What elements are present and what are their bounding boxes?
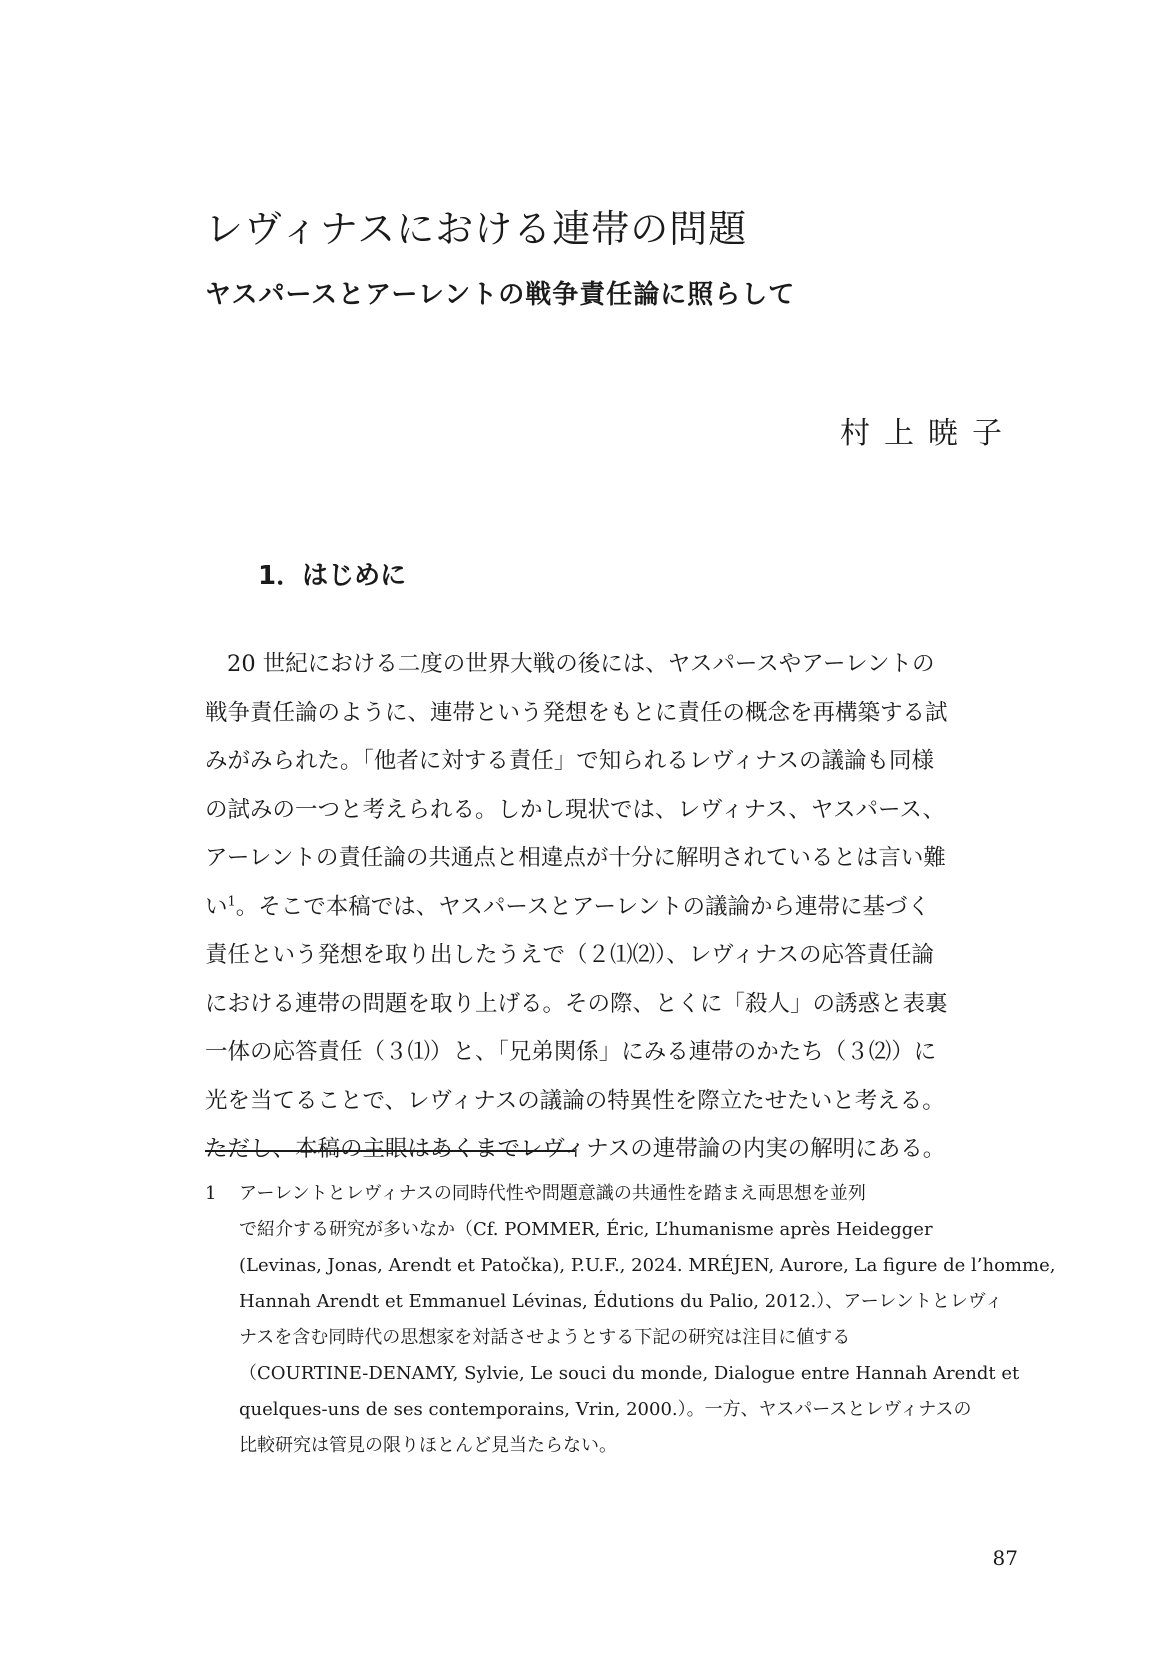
body-line-with-footnote bbox=[205, 883, 1017, 932]
footnote-line: quelques-uns de ses contemporains, Vrin, 2000.）。一方、ヤスパースとレヴィナスの bbox=[239, 1399, 972, 1420]
footnote-divider bbox=[205, 1150, 575, 1152]
body-line: における連帯の問題を取り上げる。その際、とくに「殺人」の誘惑と表裏 bbox=[205, 990, 948, 1017]
page-number: 87 bbox=[992, 1546, 1018, 1570]
section-heading: 1．はじめに bbox=[258, 561, 407, 591]
body-line: 光を当てることで、レヴィナスの議論の特異性を際立たせたいと考える。 bbox=[205, 1087, 945, 1114]
body-line: 戦争責任論のように、連帯という発想をもとに責任の概念を再構築する試 bbox=[205, 699, 948, 726]
body-line: アーレントの責任論の共通点と相違点が十分に解明されているとは言い難 bbox=[205, 845, 946, 871]
footnote-line: ナスを含む同時代の思想家を対話させようとする下記の研究は注目に値する bbox=[239, 1327, 851, 1348]
body-line: ただし、本稿の主眼はあくまでレヴィナスの連帯論の内実の解明にある。 bbox=[205, 1136, 946, 1162]
section-body bbox=[205, 640, 1017, 1174]
footnote-reference[interactable]: 1 bbox=[227, 894, 236, 909]
footnote-line: Hannah Arendt et Emmanuel Lévinas, Édutions du Palio, 2012.）、アーレントとレヴィ bbox=[239, 1291, 1003, 1312]
body-line: の試みの一つと考えられる。しかし現状では、レヴィナス、ヤスパース、 bbox=[205, 796, 946, 823]
footnote-number: 1 bbox=[205, 1183, 217, 1204]
paper-subtitle: ヤスパースとアーレントの戦争責任論に照らして bbox=[205, 280, 796, 310]
body-line: 一体の応答責任（３⑴）と、「兄弟関係」にみる連帯のかたち（３⑵）に bbox=[205, 1039, 937, 1065]
body-line-rest: 。そこで本稿では、ヤスパースとアーレントの議論から連帯に基づく bbox=[235, 893, 931, 920]
footnote-line: で紹介する研究が多いなか（Cf. POMMER, Éric, L’humanisme après Heidegger bbox=[239, 1219, 933, 1240]
body-line: 責任という発想を取り出したうえで（２⑴⑵）、レヴィナスの応答責任論 bbox=[205, 942, 935, 968]
footnote-line: （COURTINE-DENAMY, Sylvie, Le souci du monde, Dialogue entre Hannah Arendt et bbox=[239, 1363, 1020, 1384]
body-line-start: い bbox=[205, 893, 228, 920]
author-name: 村上暁子 bbox=[840, 416, 1016, 451]
footnote-line: (Levinas, Jonas, Arendt et Patočka), P.U.F., 2024. MRÉJEN, Aurore, La figure de l’homme, bbox=[239, 1255, 1056, 1276]
footnote-line: 比較研究は管見の限りほとんど見当たらない。 bbox=[239, 1435, 617, 1456]
footnote-text bbox=[239, 1176, 1056, 1464]
footnote-line: アーレントとレヴィナスの同時代性や問題意識の共通性を踏まえ両思想を並列 bbox=[239, 1183, 866, 1204]
footnote bbox=[205, 1176, 1056, 1464]
body-line: 20 世紀における二度の世界大戦の後には、ヤスパースやアーレントの bbox=[227, 651, 935, 677]
body-line: みがみられた。「他者に対する責任」で知られるレヴィナスの議論も同様 bbox=[205, 748, 935, 774]
paper-title: レヴィナスにおける連帯の問題 bbox=[205, 207, 748, 251]
